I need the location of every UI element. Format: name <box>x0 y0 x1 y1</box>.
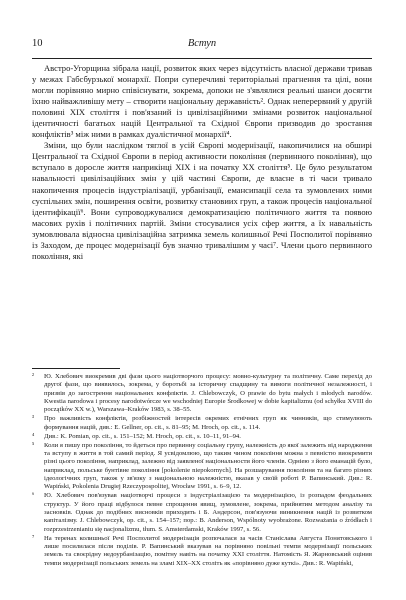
footnote <box>32 492 372 534</box>
footnote-number: ⁵ <box>32 441 35 449</box>
running-title: Вступ <box>187 38 217 49</box>
footnote-text: Про важливість конфліктів, розбіжностей інтересів окремих етнічних груп як чинників, що стимулюють формування націй, див.: E. Gellner, op. cit., s. 81–95; M. Hroch, op. cit., s. 114. <box>44 415 372 431</box>
footnote-text: Коли я пишу про покоління, то йдеться про первинну соціальну групу, належність до якої залежить від народження та вступу в життя в той самий період. Я усвідомлюю, що таким чином покоління можна з певністю виокремити різні цього покоління, наприклад, залежно від заявленої національности його членів. Одніею з його еманацій було, наприклад, польське бунтівне покоління [pokolenie niepokornych]. На розшарування покоління та на багато різних ідеологічних груп, також у зв'язку з національною належністю, вказав у своїй роботі Р. Вапинський. Див.: R. Wapiński, Pokolenia Drugiej Rzeczypospolitej, Wrocław 1991, s. 6–9, 12. <box>44 441 372 491</box>
footnote-text: Ю. Хлебович пов'язував націотворчі процеси з індустріалізацією та модернізацією, із розпадом феодальних структур. У його праці відбулося певне спрощення явищ, зумовлене, зокрема, прийнятим методом аналізу та засновків. Однак до подібних висновків приходить і Б. Андерсон, пов'язуючи виникнення націй із розвитком капіталізму. J. Chlebowczyk, op. cit., s. 154–157; пор.: B. Anderson, Wspólnoty wyobrażone. Rozważania o źródłach i rozprzestrzenianiu się nacjonalizmu, tłum. S. Amsterdamski, Kraków 1997, s. 56. <box>44 492 372 533</box>
body-paragraph: Австро-Угорщина зібрала нації, розвиток яких через відсутність власної держави тривав у межах Габсбурзької монархії. Попри суперечливі територіальні прагнення та цілі, вони могли порівняно мирно співіснувати, зокрема, допоки не з'являлися реальні шанси досягти їхню найважливішу мету – створити національну державність². Однак неперервний у другій половині XIX століття і пов'язаний із цивілізаційними змінами розвиток національної ідентичності багатьох націй Центральної та Східної Європи призводив до зростання конфліктів³ між ними в рамках дуалістичної монархії⁴. <box>32 63 372 140</box>
body-paragraph: Зміни, що були наслідком тяглої в усій Європі модернізації, накопичилися на обширі Центральної та Східної Європи в період активности покоління (первинного покоління), що вступало в доросле життя наприкінці XIX і на початку XX століття⁵. Це було результатом навальності цивілізаційних змін у цій частині Європи, де власне в ті часи тривало накопичення процесів індустріалізації, урбанізації, емансипації села та зумовлених ними суспільних змін, поширення освіти, розвитку становиих груп, а також процесів національної ідентифікації⁶. Вони супроводжувалися демократизацією політичного життя та появою масових рухів і політичних партій. Зміни стосувалися усіх сфер життя, а їх навальність зумовлювала відносна цивілізаційна затримка земель колишньої Речі Посполитої порівняно із Заходом, де процес модернізації був значно тривалішим у часі⁷. Члени цього первинного покоління, які <box>32 140 372 261</box>
header-rule <box>32 58 372 59</box>
footnote <box>32 442 372 492</box>
footnote-number: ⁷ <box>32 534 35 542</box>
footnote-number: ⁴ <box>32 432 35 440</box>
page-number: 10 <box>32 38 43 49</box>
footnote <box>32 535 372 568</box>
footnote <box>32 433 372 441</box>
running-header <box>32 38 372 52</box>
footnotes <box>32 373 372 568</box>
footnote-text: Ю. Хлебович виокремив дві фази цього націотворчого процесу: мовно-культурну та політичну. Саме перехід до другої фази, що виявилось, зокрема, у боротьбі за історичну спадщину та вимоги політичної незалежності, і призвів до загострення національних конфліктів. J. Chlebowczyk, O prawie do bytu małych i młodych narodów. Kwestia narodowa i procesy narodotwórcze we wschodniej Europie Środkowej w dobie kapitalizmu (od schyłku XVIII do początków XX w.), Warszawa–Kraków 1983, s. 38–55. <box>44 373 372 414</box>
footnote-separator <box>32 368 120 369</box>
footnote-number: ³ <box>32 415 34 423</box>
footnote-text: Див.: K. Pomian, op. cit., s. 151–152; M. Hroch, op. cit., s. 10–11, 91–94. <box>44 432 241 440</box>
footnote <box>32 373 372 415</box>
footnote <box>32 415 372 432</box>
footnote-number: ⁶ <box>32 492 35 500</box>
footnote-text: На теренах колишньої Речі Посполитої модернізація розпочалася за часів Станіслава Августа Понятовського і лише посилилася після поділів. Р. Вапинський вказував на порівняно повільні темпи модернізації польських земель та своєрідну недоурбанізацію, помітну навіть на початку XXI століття. Натомість Я. Жарновський оцінив темпи модернізації польських земель на зламі XIX–XX століть як «порівняно дуже куткі». Див.: R. Wapiński, <box>44 534 372 567</box>
footnote-number: ² <box>32 373 34 380</box>
main-text <box>32 63 372 262</box>
